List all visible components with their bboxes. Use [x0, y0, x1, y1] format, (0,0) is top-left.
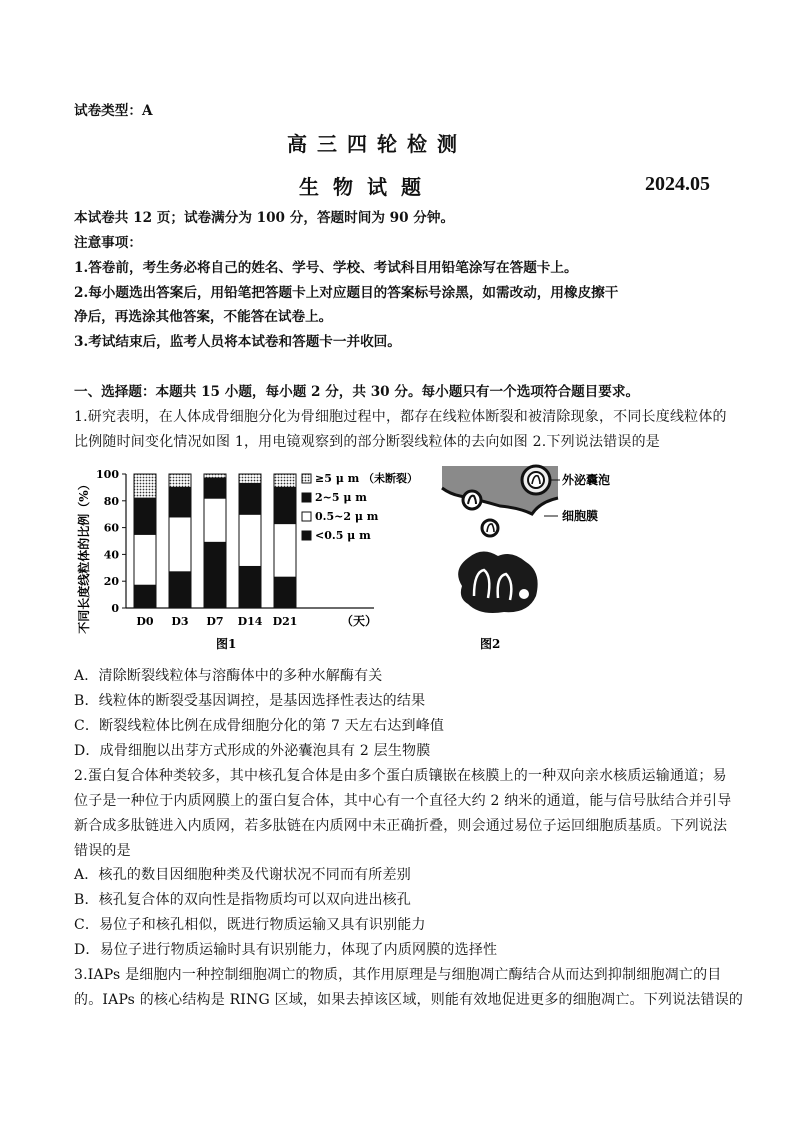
q1-option-d: D．成骨细胞以出芽方式形成的外泌囊泡具有 2 层生物膜 [74, 743, 431, 759]
note-2-line-1: 2.每小题选出答案后，用铅笔把答题卡上对应题目的答案标号涂黑，如需改动，用橡皮擦干 [74, 285, 619, 301]
y-tick-label: 60 [103, 521, 119, 535]
legend-swatch-s2 [302, 512, 311, 521]
lysosome-dot [519, 589, 529, 599]
bar-segment-s1-D7 [204, 542, 226, 608]
y-tick-label: 20 [103, 575, 119, 589]
note-3: 3.考试结束后，监考人员将本试卷和答题卡一并收回。 [74, 334, 401, 350]
y-tick-label: 40 [103, 548, 119, 562]
x-tick-label-D3: D3 [171, 615, 189, 628]
note-1: 1.答卷前，考生务必将自己的姓名、学号、学校、考试科目用铅笔涂写在答题卡上。 [74, 260, 578, 276]
bar-segment-s4-D21 [274, 474, 296, 487]
q1-option-b: B．线粒体的断裂受基因调控，是基因选择性表达的结果 [74, 693, 426, 709]
bar-segment-s2-D0 [134, 534, 156, 585]
bar-segment-s4-D0 [134, 474, 156, 498]
bar-segment-s1-D21 [274, 577, 296, 608]
bar-segment-s2-D14 [239, 514, 261, 566]
bar-segment-s1-D14 [239, 566, 261, 608]
bar-segment-s3-D0 [134, 498, 156, 534]
q3-stem-line-1: 3.IAPs 是细胞内一种控制细胞凋亡的物质，其作用原理是与细胞凋亡酶结合从而达到抑制细胞凋亡的目 [74, 967, 722, 983]
q1-option-a: A．清除断裂线粒体与溶酶体中的多种水解酶有关 [74, 668, 383, 684]
bar-segment-s3-D21 [274, 487, 296, 523]
x-tick-label-D21: D21 [272, 615, 298, 628]
y-tick-label: 0 [111, 602, 119, 615]
legend-label-s1: <0.5 μ m [315, 529, 371, 542]
q2-stem-line-1: 2.蛋白复合体种类较多，其中核孔复合体是由多个蛋白质镶嵌在核膜上的一种双向亲水核质运输通道；易 [74, 768, 727, 784]
bar-segment-s4-D14 [239, 474, 261, 483]
bar-segment-s1-D3 [169, 572, 191, 608]
note-2-line-2: 净后，再选涂其他答案，不能答在试卷上。 [74, 309, 333, 325]
bar-segment-s3-D14 [239, 483, 261, 514]
label-exosome: 外泌囊泡 [562, 473, 611, 487]
bar-segment-s3-D7 [204, 478, 226, 498]
q1-stem-line-2: 比例随时间变化情况如图 1，用电镜观察到的部分断裂线粒体的去向如图 2.下列说法错误的是 [74, 434, 660, 450]
legend-label-s2: 0.5~2 μ m [315, 510, 379, 523]
budding-vesicle [463, 491, 481, 509]
paper-type: 试卷类型：A [74, 103, 153, 119]
bar-segment-s3-D3 [169, 487, 191, 516]
bar-segment-s2-D7 [204, 498, 226, 542]
q2-option-a: A．核孔的数目因细胞种类及代谢状况不同而有所差别 [74, 867, 411, 883]
figure-1-caption: 图1 [216, 637, 237, 651]
exam-title: 高三四轮检测 [287, 132, 467, 156]
bar-segment-s4-D3 [169, 474, 191, 487]
bar-segment-s2-D21 [274, 524, 296, 578]
bar-segment-s2-D3 [169, 517, 191, 572]
q2-option-c: C．易位子和核孔相似，既进行物质运输又具有识别能力 [74, 917, 426, 933]
y-tick-label: 80 [103, 494, 119, 508]
x-tick-label-D0: D0 [136, 615, 154, 628]
x-axis-unit: （天） [341, 614, 378, 628]
q2-stem-line-3: 新合成多肽链进入内质网，若多肽链在内质网中未正确折叠，则会通过易位子运回细胞质基质。下列说法 [74, 818, 728, 834]
q2-stem-line-2: 位子是一种位于内质网膜上的蛋白复合体，其中心有一个直径大约 2 纳米的通道，能与信号肽结合并引导 [74, 793, 732, 809]
bar-segment-s1-D0 [134, 585, 156, 608]
figure-2-caption: 图2 [480, 637, 501, 651]
figure-1-chart [70, 458, 430, 654]
legend-label-s4: ≥5 μ m （未断裂） [315, 472, 419, 485]
section-1-heading: 一、选择题：本题共 15 小题，每小题 2 分，共 30 分。每小题只有一个选项符合题目要求。 [74, 384, 640, 400]
q1-stem-line-1: 1.研究表明，在人体成骨细胞分化为骨细胞过程中，都存在线粒体断裂和被清除现象，不同长度线粒体的 [74, 409, 727, 425]
x-tick-label-D7: D7 [206, 615, 224, 628]
exam-info: 本试卷共 12 页；试卷满分为 100 分，答题时间为 90 分钟。 [74, 210, 455, 226]
exosome-inner [528, 472, 544, 488]
legend-swatch-s4 [302, 474, 311, 483]
legend-label-s3: 2~5 μ m [315, 491, 367, 504]
x-tick-label-D14: D14 [237, 615, 263, 628]
cytoplasm-vesicle [482, 520, 498, 536]
q2-option-d: D．易位子进行物质运输时具有识别能力，体现了内质网膜的选择性 [74, 942, 498, 958]
exam-date: 2024.05 [645, 173, 710, 195]
q2-option-b: B．核孔复合体的双向性是指物质均可以双向进出核孔 [74, 892, 412, 908]
legend-swatch-s1 [302, 531, 311, 540]
figure-2-diagram [440, 458, 620, 654]
q2-stem-line-4: 错误的是 [74, 843, 131, 859]
y-tick-label: 100 [96, 468, 119, 481]
notes-heading: 注意事项： [74, 235, 142, 251]
label-cell-membrane: 细胞膜 [562, 509, 599, 523]
subject-title: 生物试题 [299, 175, 435, 199]
y-axis-label: 不同长度线粒体的比例（%） [77, 478, 91, 634]
q1-option-c: C．断裂线粒体比例在成骨细胞分化的第 7 天左右达到峰值 [74, 718, 445, 734]
bar-segment-s4-D7 [204, 474, 226, 478]
q3-stem-line-2: 的。IAPs 的核心结构是 RING 区域，如果去掉该区域，则能有效地促进更多的细胞凋亡。下列说法错误的 [74, 992, 744, 1008]
legend-swatch-s3 [302, 493, 311, 502]
